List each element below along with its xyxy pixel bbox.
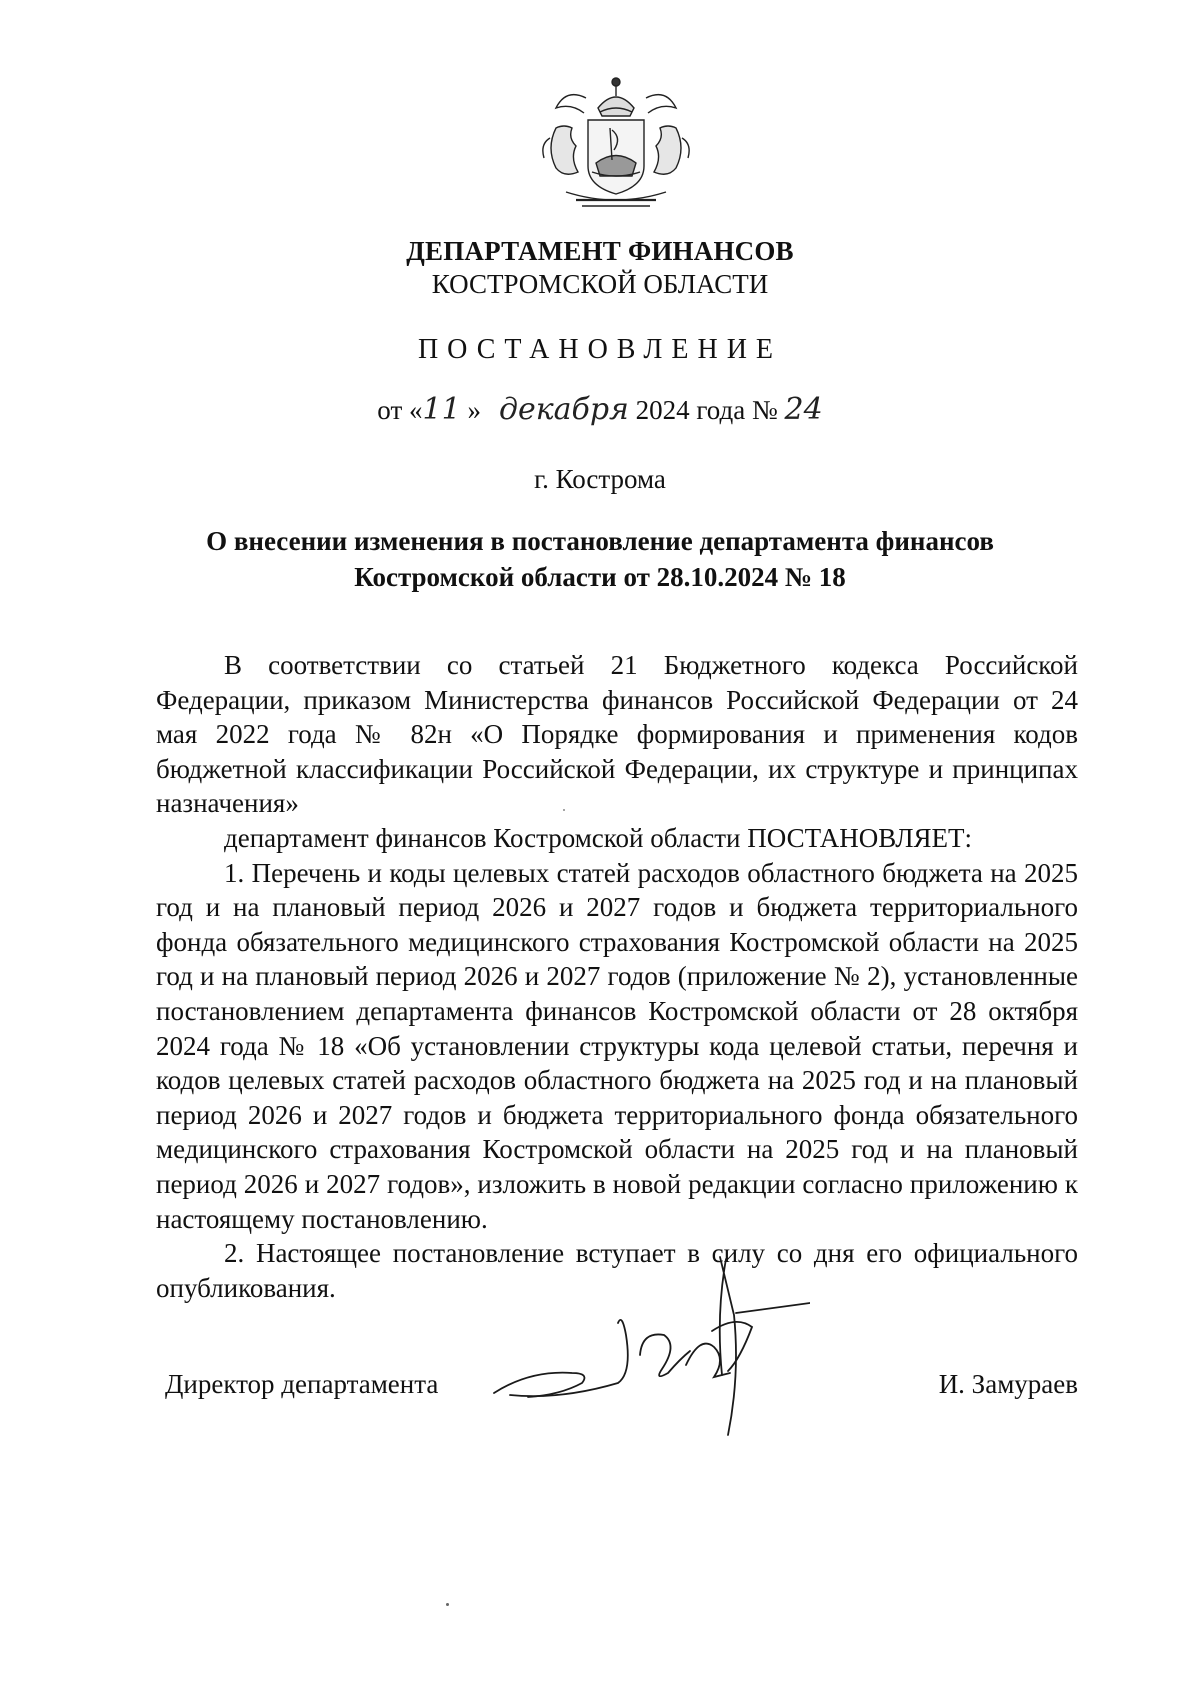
- paragraph-item-1: 1. Перечень и коды целевых статей расходов областного бюджета на 2025 год и на плановый период 2026 и 2027 годов и бюджета территориального фонда обязательного медицинского страхования Костромской области на 2025 год и на плановый период 2026 и 2027 годов (приложение № 2), установленные постановлением департамента финансов Костромской области от 28 октября 2024 года № 18 «Об установлении структуры кода целевой статьи, перечня и кодов целевых статей расходов областного бюджета на 2025 год и на плановый период 2026 и 2027 годов и бюджета территориального фонда обязательного медицинского страхования Костромской области на 2025 год и на плановый период 2026 и 2027 годов», изложить в новой редакции согласно приложению к настоящему постановлению.: [156, 857, 1078, 1234]
- date-mid: »: [467, 395, 481, 425]
- subject-line-1: О внесении изменения в постановление департамента финансов: [206, 526, 994, 556]
- date-prefix: от «: [377, 395, 423, 425]
- document-number: 24: [784, 392, 823, 427]
- city: г. Кострома: [534, 464, 666, 494]
- signature-row: [0, 1369, 1200, 1429]
- paragraph-preamble: В соответствии со статьей 21 Бюджетного кодекса Российской Федерации, приказом Министерства финансов Российской Федерации от 24 мая 2022 года № 82н «О Порядке формирования и применения кодов бюджетной классификации Российской Федерации, их структуре и принципах назначения»: [156, 650, 1078, 819]
- document-type: ПОСТАНОВЛЕНИЕ: [417, 334, 783, 365]
- document-subject: [0, 523, 1200, 595]
- subject-line-2: Костромской области от 28.10.2024 № 18: [354, 562, 846, 592]
- signatory-name: И. Замураев: [938, 1369, 1078, 1399]
- coat-of-arms-icon: [526, 68, 706, 213]
- paragraph-resolves: департамент финансов Костромской области ПОСТАНОВЛЯЕТ:: [224, 822, 973, 853]
- date-month: декабря: [498, 392, 629, 427]
- date-year: 2024 года №: [635, 395, 778, 425]
- department-region: КОСТРОМСКОЙ ОБЛАСТИ: [431, 269, 769, 299]
- department-name: ДЕПАРТАМЕНТ ФИНАНСОВ: [406, 236, 794, 266]
- date-line: [0, 392, 1200, 427]
- scan-speck: [446, 1603, 449, 1606]
- document-body: [156, 648, 1078, 1305]
- paragraph-item-2: 2. Настоящее постановление вступает в силу со дня его официального опубликования.: [156, 1238, 1078, 1303]
- signatory-title: Директор департамента: [165, 1369, 439, 1399]
- date-day: 11: [422, 392, 461, 427]
- scan-speck: [563, 809, 565, 811]
